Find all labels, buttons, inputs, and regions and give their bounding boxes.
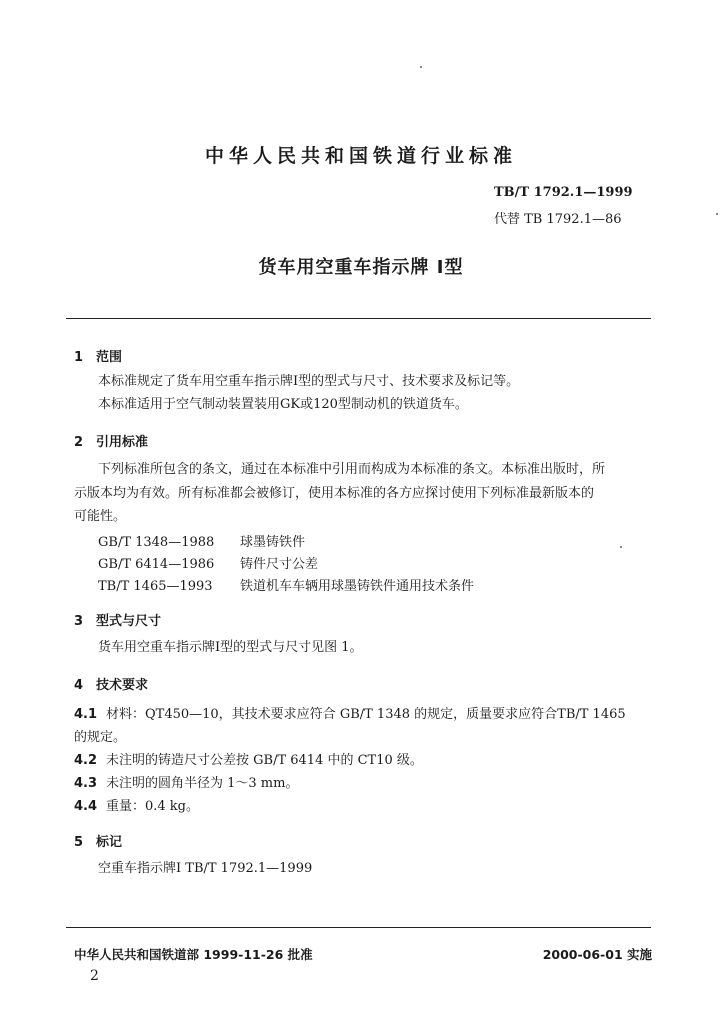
scan-speck — [620, 546, 622, 548]
clause-4-1 — [74, 703, 626, 722]
reference-item — [98, 575, 474, 594]
section-title: 型式与尺寸 — [96, 614, 162, 629]
section-title: 标记 — [96, 835, 123, 850]
clause-number: 4.3 — [74, 776, 98, 791]
section-2-paragraph-line-3: 可能性。 — [74, 509, 127, 524]
section-2-paragraph-line-1: 下列标准所包含的条文，通过在本标准中引用而构成为本标准的条文。本标准出版时，所 — [98, 462, 606, 477]
clause-number: 4.1 — [74, 707, 98, 722]
marking-example: 空重车指示牌Ⅰ TB/T 1792.1—1999 — [98, 861, 313, 876]
section-title: 技术要求 — [96, 678, 149, 693]
clause-text: 未注明的铸造尺寸公差按 GB/T 6414 中的 CT10 级。 — [106, 753, 423, 768]
scan-speck — [716, 213, 718, 215]
clause-4-1-continuation: 的规定。 — [74, 730, 127, 745]
section-number: 4 — [74, 678, 84, 693]
section-title: 引用标准 — [96, 435, 149, 450]
clause-text: 材料：QT450—10，其技术要求应符合 GB/T 1348 的规定，质量要求应符合TB/T 1465 — [106, 707, 626, 722]
section-3-heading — [74, 610, 161, 629]
replaces-standard: 代替 TB 1792.1—86 — [494, 212, 622, 227]
section-1-heading — [74, 346, 122, 365]
clause-text: 重量：0.4 kg。 — [106, 799, 200, 814]
section-4-heading — [74, 674, 148, 693]
standard-number: TB/T 1792.1—1999 — [494, 185, 633, 200]
section-number: 1 — [74, 350, 84, 365]
section-2-heading — [74, 431, 148, 450]
section-2-paragraph-line-2: 示版本均为有效。所有标准都会被修订，使用本标准的各方应探讨使用下列标准最新版本的 — [74, 486, 595, 501]
issuer-heading: 中华人民共和国铁道行业标准 — [204, 145, 517, 167]
reference-code: GB/T 1348—1988 — [98, 535, 215, 550]
page-number: 2 — [90, 968, 99, 984]
section-1-paragraph-2: 本标准适用于空气制动装置装用GK或120型制动机的铁道货车。 — [98, 397, 468, 412]
reference-name: 球墨铸铁件 — [240, 535, 306, 550]
footer-divider — [66, 927, 651, 928]
effective-date: 2000-06-01 实施 — [542, 947, 652, 962]
clause-4-3 — [74, 772, 298, 791]
clause-number: 4.4 — [74, 799, 98, 814]
reference-name: 铁道机车车辆用球墨铸铁件通用技术条件 — [240, 579, 475, 594]
section-number: 5 — [74, 835, 84, 850]
section-3-paragraph: 货车用空重车指示牌Ⅰ型的型式与尺寸见图 1。 — [98, 640, 363, 655]
section-number: 3 — [74, 614, 84, 629]
section-1-paragraph-1: 本标准规定了货车用空重车指示牌Ⅰ型的型式与尺寸、技术要求及标记等。 — [98, 374, 520, 389]
reference-name: 铸件尺寸公差 — [240, 557, 319, 572]
clause-4-2 — [74, 749, 423, 768]
scan-speck — [420, 66, 422, 68]
section-title: 范围 — [96, 350, 123, 365]
reference-item — [98, 553, 318, 572]
reference-code: TB/T 1465—1993 — [98, 579, 213, 594]
header-divider — [66, 318, 651, 319]
clause-number: 4.2 — [74, 753, 98, 768]
section-number: 2 — [74, 435, 84, 450]
reference-item — [98, 531, 305, 550]
clause-4-4 — [74, 795, 199, 814]
clause-text: 未注明的圆角半径为 1～3 mm。 — [106, 776, 299, 791]
document-title: 货车用空重车指示牌 Ⅰ型 — [258, 257, 464, 278]
section-5-heading — [74, 831, 122, 850]
reference-code: GB/T 6414—1986 — [98, 557, 215, 572]
approval-line: 中华人民共和国铁道部 1999-11-26 批准 — [74, 947, 313, 962]
